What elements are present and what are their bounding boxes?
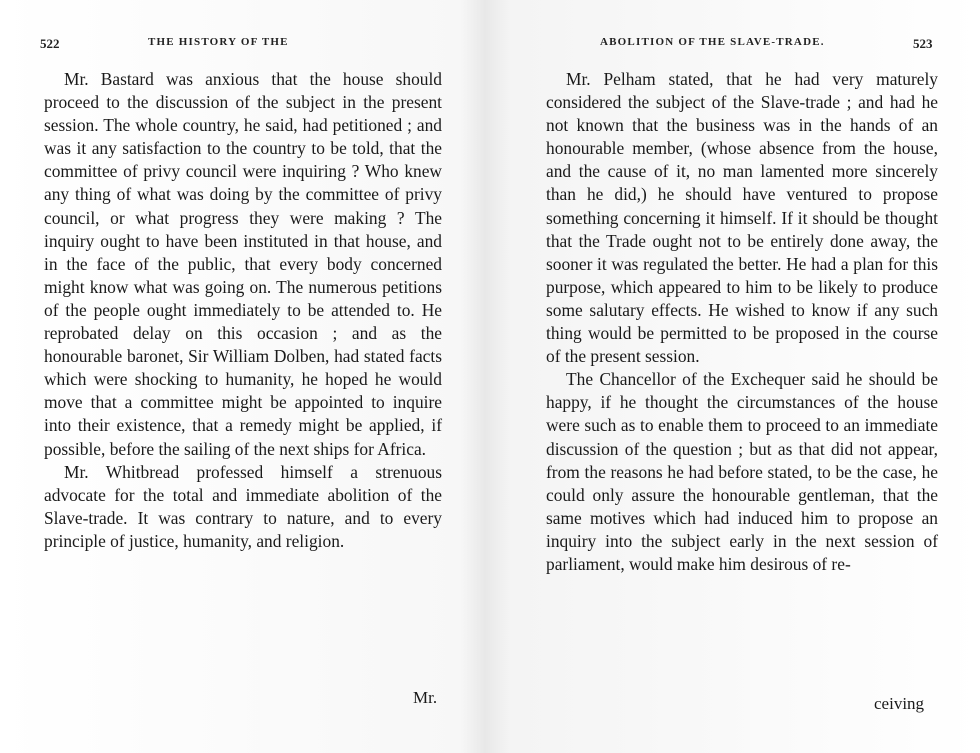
- paragraph-bastard: Mr. Bastard was anxious that the house should proceed to the discussion of the subject in the present session. The whole country, he said, had petitioned ; and was it any satisfaction to the country to be told, that the committee of privy council were inquiring ? Who knew any thing of what was doing by the committee of privy council, or what progress they were making ? The inquiry ought to have been instituted in that house, and in the face of the public, that every body concerned might know what was going on. The numerous petitions of the people ought immediately to be attended to. He reprobated delay on this occasion ; and as the honourable baronet, Sir William Dolben, had stated facts which were shocking to humanity, he hoped he would move that a committee might be appointed to inquire into their existence, that a remedy might be applied, if possible, before the sailing of the next ships for Africa.: [44, 69, 442, 459]
- paragraph-whitbread: Mr. Whitbread professed himself a strenuous advocate for the total and immediate abolition of the Slave-trade. It was contrary to nature, and to every principle of justice, humanity, and religion.: [44, 461, 442, 551]
- right-page: [490, 0, 980, 753]
- left-running-head: THE HISTORY OF THE: [148, 36, 289, 48]
- paragraph-chancellor: The Chancellor of the Exchequer said he should be happy, if he thought the circumstances of the house were such as to enable them to proceed to an immediate discussion of the question ; but as that did not appear, from the reasons he had before stated, to be the case, he could only assure the honourable gentleman, that the same motives which had induced him to propose an inquiry into the subject early in the next session of parliament, would make him desirous of re-: [546, 369, 938, 574]
- right-running-head: ABOLITION OF THE SLAVE-TRADE.: [600, 36, 825, 48]
- right-catchword: ceiving: [874, 694, 925, 713]
- right-page-body: [546, 68, 938, 576]
- left-page-number: 522: [40, 36, 60, 51]
- left-page-body: [44, 68, 442, 553]
- right-page-number: 523: [913, 36, 933, 51]
- paragraph-pelham: Mr. Pelham stated, that he had very maturely considered the subject of the Slave-trade ; and had he not known that the business was in the hands of an honourable member, (whose absence from the house, and the cause of it, no man lamented more sincerely than he did,) he should have ventured to propose something concerning it himself. If it should be thought that the Trade ought not to be entirely done away, the sooner it was regulated the better. He had a plan for this purpose, which appeared to him to be likely to produce some salutary effects. He wished to know if any such thing would be permitted to be proposed in the course of the present session.: [546, 69, 938, 367]
- left-catchword: Mr.: [413, 688, 438, 707]
